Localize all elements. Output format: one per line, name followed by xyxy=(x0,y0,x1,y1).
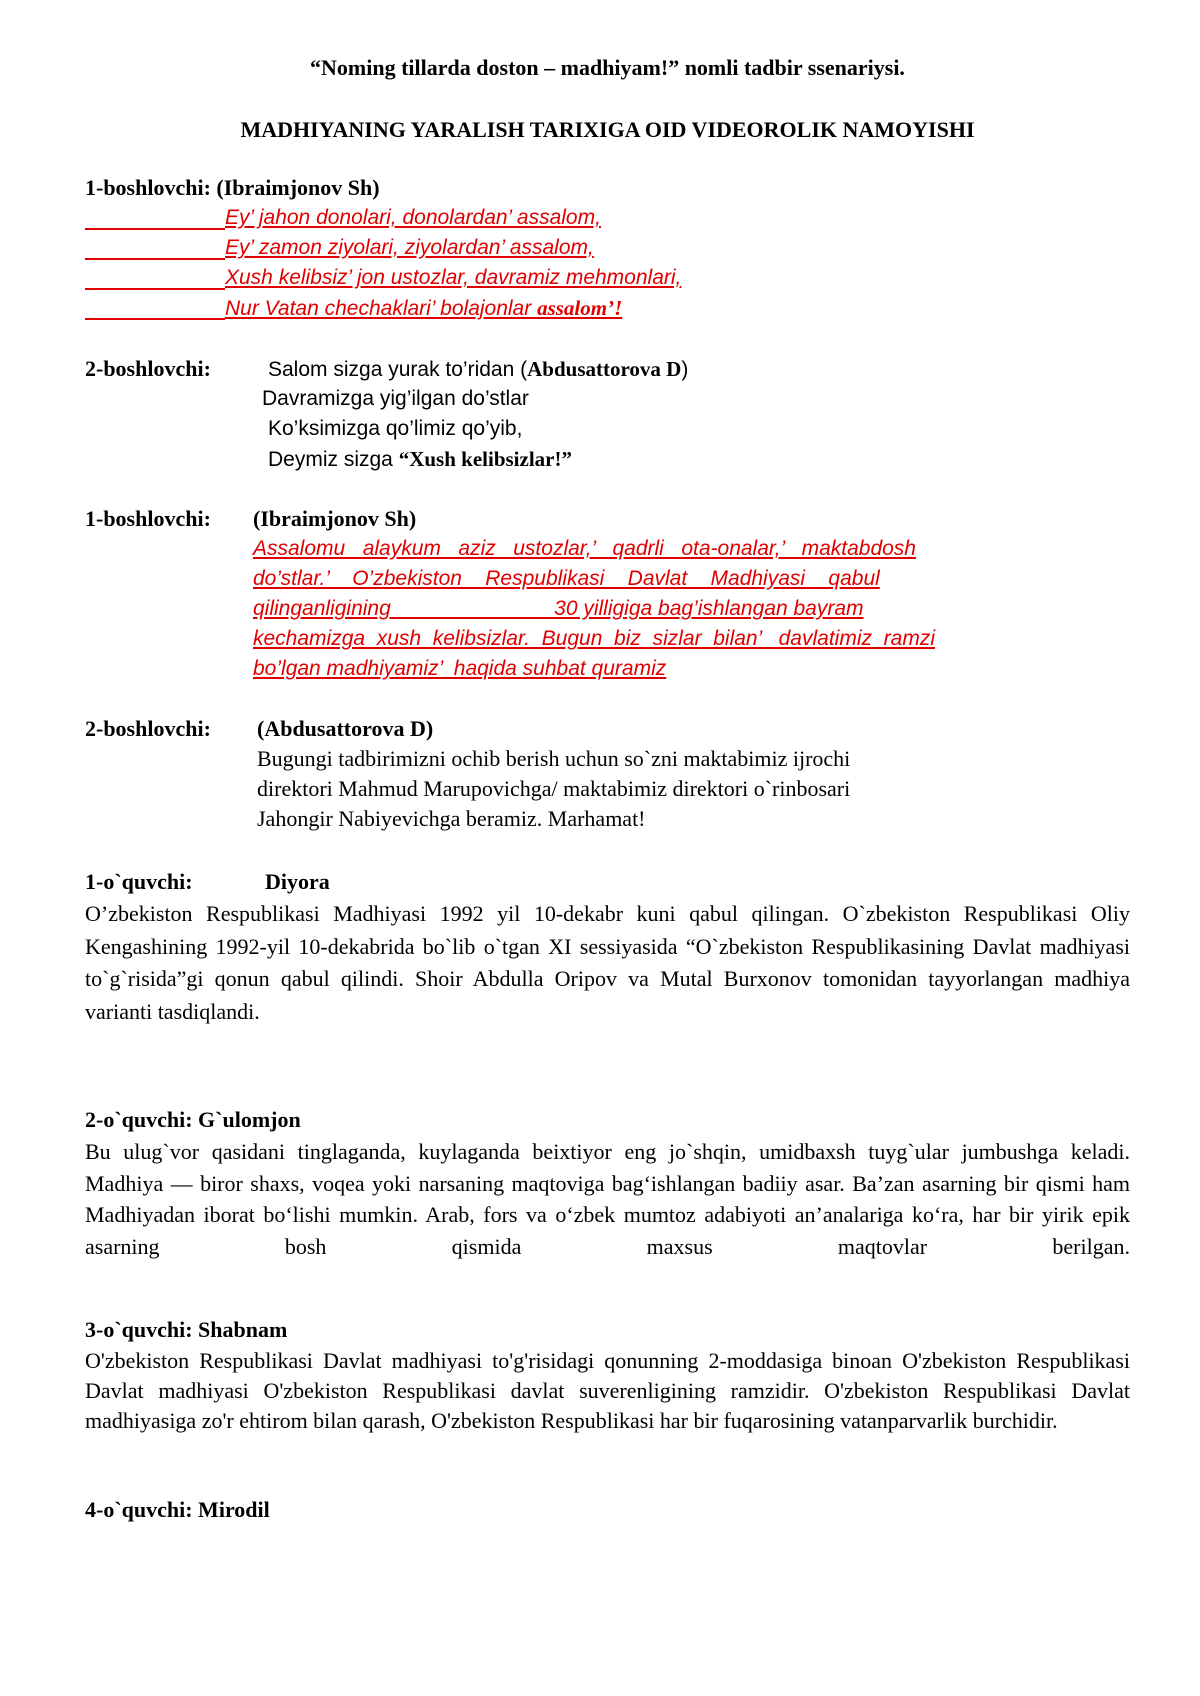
poem-line-bold: assalom’! xyxy=(537,296,623,320)
poem-line: Ey’ jahon donolari, donolardan’ assalom, xyxy=(225,206,601,229)
poem-line-text: ) xyxy=(681,358,689,381)
poem-line-text: Nur Vatan chechaklari’ bolajonlar xyxy=(225,297,538,320)
red-paragraph-line: qilinganligining 30 yilligiga bag’ishlangan bayram xyxy=(253,597,864,620)
speaker-label: 1-boshlovchi: (Ibraimjonov Sh) xyxy=(85,175,380,200)
student-paragraph: Bu ulug`vor qasidani tinglaganda, kuylaganda beixtiyor eng jo`shqin, umidbaxsh tuyg`ular jumbushga keladi. Madhiya — biror shaxs, voqea yoki narsaning maqtoviga bag‘ishlangan badiiy asar. Ba’zan asarning bir qismi ham Madhiyadan iborat bo‘lishi mumkin. Arab, fors va o‘zbek mumtoz adabiyoti an’analariga ko‘ra, har bir yirik epik asarning bosh qismida maxsus maqtovlar berilgan. xyxy=(85,1139,1130,1259)
red-underline xyxy=(85,228,225,230)
poem-line: Davramizga yig’ilgan do’stlar xyxy=(262,387,529,410)
poem-line xyxy=(225,294,622,323)
student-name: Diyora xyxy=(265,869,330,894)
red-paragraph-line: bo’lgan madhiyamiz’ haqida suhbat quramiz xyxy=(253,657,667,680)
student-label: 1-o`quvchi: xyxy=(85,869,193,894)
speaker-label: 1-boshlovchi: xyxy=(85,506,211,531)
section-heading: MADHIYANING YARALISH TARIXIGA OID VIDEOROLIK NAMOYISHI xyxy=(240,117,975,142)
poem-line: Ey’ zamon ziyolari, ziyolardan’ assalom, xyxy=(225,236,594,259)
red-underline xyxy=(85,288,225,290)
poem-line-text: Deymiz sizga xyxy=(268,448,399,471)
student-paragraph: O’zbekiston Respublikasi Madhiyasi 1992 yil 10-dekabr kuni qabul qilingan. O`zbekiston Respublikasi Oliy Kengashining 1992-yil 10-dekabrida bo`lib o`tgan XI sessiyasida “O`zbekiston Respublikasining Davlat madhiyasi to`g`risida”gi qonun qabul qilindi. Shoir Abdulla Oripov va Mutal Burxonov tomonidan tayyorlangan madhiya varianti tasdiqlandi. xyxy=(85,901,1130,1024)
red-paragraph-line: kechamizga xush kelibsizlar. Bugun biz sizlar bilan’ davlatimiz ramzi xyxy=(253,627,935,650)
paragraph-line: Bugungi tadbirimizni ochib berish uchun so`zni maktabimiz ijrochi xyxy=(257,746,851,771)
speaker-name: Abdusattorova D xyxy=(527,357,682,381)
poem-line: Xush kelibsiz’ jon ustozlar, davramiz mehmonlari, xyxy=(225,266,682,289)
red-paragraph-line: Assalomu alaykum aziz ustozlar,’ qadrli ota-onalar,’ maktabdosh xyxy=(253,537,916,560)
student-label: 2-o`quvchi: G`ulomjon xyxy=(85,1107,301,1132)
poem-line xyxy=(268,355,688,384)
speaker-label: 2-boshlovchi: xyxy=(85,716,211,741)
poem-line xyxy=(268,445,572,474)
poem-line: Ko’ksimizga qo’limiz qo’yib, xyxy=(268,417,523,440)
student-paragraph: O'zbekiston Respublikasi Davlat madhiyasi to'g'risidagi qonunning 2-moddasiga binoan O'zbekiston Respublikasi Davlat madhiyasi O'zbekiston Respublikasi davlat suverenligining ramzidir. O'zbekiston Respublikasi Davlat madhiyasiga zo'r ehtirom bilan qarash, O'zbekiston Respublikasi har bir fuqarosining vatanparvarlik burchidir. xyxy=(85,1348,1130,1433)
student-label: 4-o`quvchi: Mirodil xyxy=(85,1497,270,1522)
poem-line-text: Salom sizga yurak to’ridan ( xyxy=(268,358,528,381)
document-title: “Noming tillarda doston – madhiyam!” nomli tadbir ssenariysi. xyxy=(310,55,905,80)
speaker-name: (Ibraimjonov Sh) xyxy=(253,506,417,531)
paragraph-line: Jahongir Nabiyevichga beramiz. Marhamat! xyxy=(257,806,646,831)
student-label: 3-o`quvchi: Shabnam xyxy=(85,1317,288,1342)
red-paragraph-line: do’stlar.’ O’zbekiston Respublikasi Davlat Madhiyasi qabul xyxy=(253,567,880,590)
red-underline xyxy=(85,318,225,320)
speaker-name: (Abdusattorova D) xyxy=(257,716,434,741)
poem-line-bold: “Xush kelibsizlar!” xyxy=(398,447,572,471)
speaker-label: 2-boshlovchi: xyxy=(85,356,211,381)
red-underline xyxy=(85,258,225,260)
paragraph-line: direktori Mahmud Marupovichga/ maktabimiz direktori o`rinbosari xyxy=(257,776,851,801)
